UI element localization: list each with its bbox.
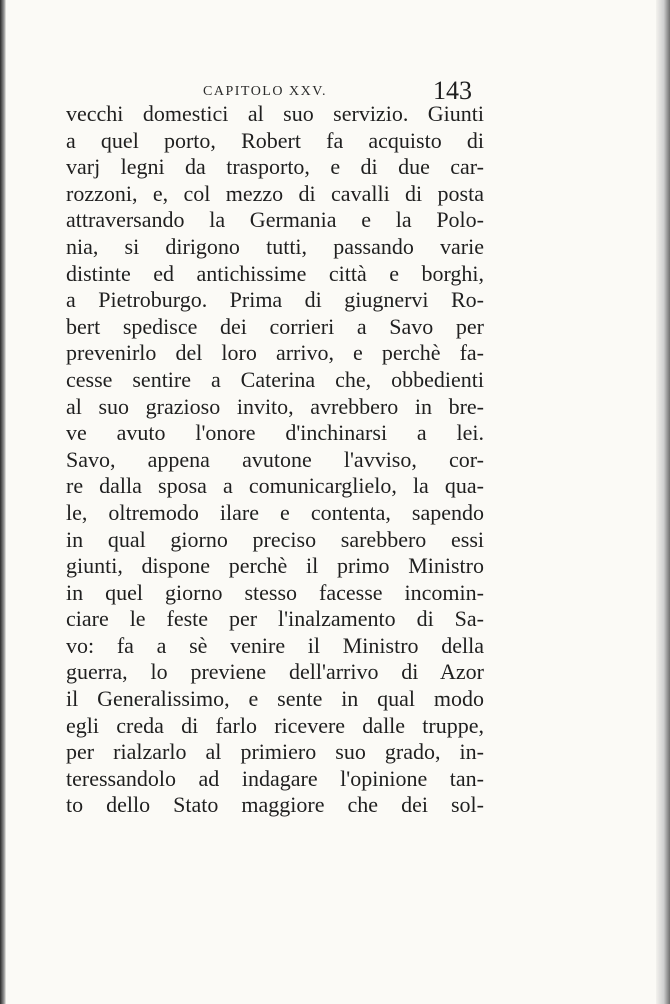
text-line: vecchi domestici al suo servizio. Giunti [66, 101, 484, 126]
text-line: in quel giorno stesso facesse incomin- [66, 579, 484, 605]
text-line: rozzoni, e, col mezzo di cavalli di posta [66, 180, 484, 206]
text-line: a Pietroburgo. Prima di giugnervi Ro- [66, 287, 484, 313]
text-line: attraversando la Germania e la Polo- [66, 207, 484, 233]
text-line: vo: fa a sè venire il Ministro della [66, 632, 484, 658]
text-line: prevenirlo del loro arrivo, e perchè fa- [66, 340, 484, 366]
chapter-title: CAPITOLO XXV. [203, 84, 327, 99]
text-line: to dello Stato maggiore che dei sol- [66, 792, 484, 818]
text-line: teressandolo ad indagare l'opinione tan- [66, 765, 484, 791]
text-line: ciare le feste per l'inalzamento di Sa- [66, 606, 484, 632]
text-line: cesse sentire a Caterina che, obbedienti [66, 366, 484, 392]
text-line: ve avuto l'onore d'inchinarsi a lei. [66, 420, 484, 446]
body-text [66, 101, 484, 819]
page-number: 143 [433, 76, 472, 105]
text-line: il Generalissimo, e sente in qual modo [66, 686, 484, 712]
text-line: egli creda di farlo ricevere dalle truppe, [66, 712, 484, 738]
text-line: in qual giorno preciso sarebbero essi [66, 526, 484, 552]
text-line: per rialzarlo al primiero suo grado, in- [66, 739, 484, 765]
text-line: giunti, dispone perchè il primo Ministro [66, 553, 484, 579]
text-line: al suo grazioso invito, avrebbero in bre- [66, 393, 484, 419]
text-line: varj legni da trasporto, e di due car- [66, 154, 484, 180]
text-line: bert spedisce dei corrieri a Savo per [66, 313, 484, 339]
text-line: distinte ed antichissime città e borghi, [66, 260, 484, 286]
text-line: guerra, lo previene dell'arrivo di Azor [66, 659, 484, 685]
page-left-edge [0, 0, 6, 1004]
text-line: re dalla sposa a comunicarglielo, la qua- [66, 473, 484, 499]
text-line: a quel porto, Robert fa acquisto di [66, 127, 484, 153]
text-line: Savo, appena avutone l'avviso, cor- [66, 446, 484, 472]
text-line: nia, si dirigono tutti, passando varie [66, 233, 484, 259]
text-line: le, oltremodo ilare e contenta, sapendo [66, 499, 484, 525]
page-right-edge [656, 0, 670, 1004]
